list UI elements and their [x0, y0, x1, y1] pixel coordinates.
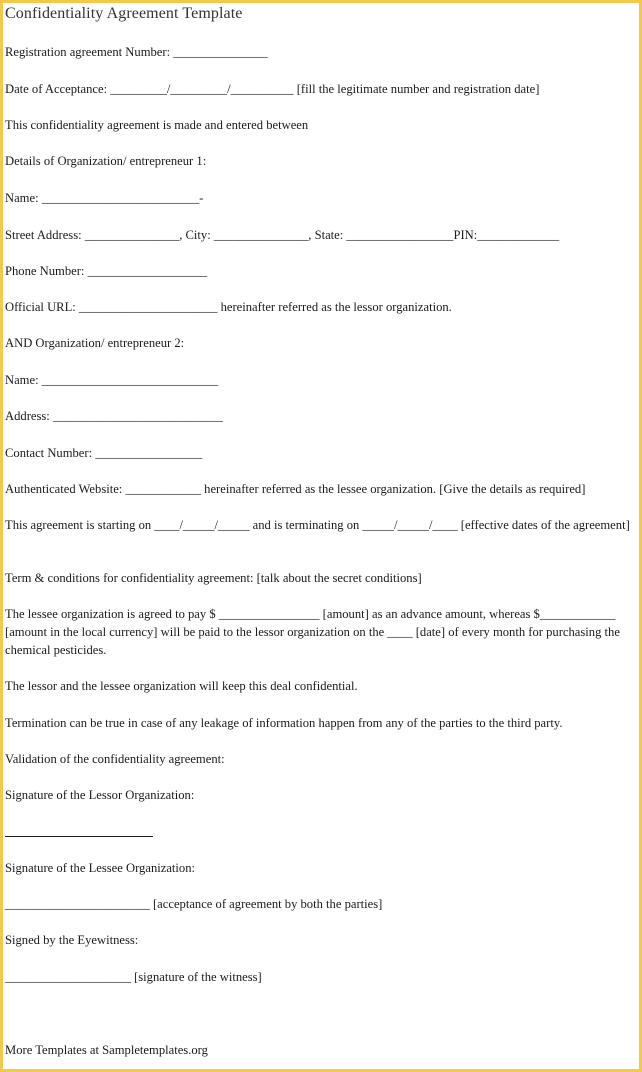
contact-number-line: Contact Number: _________________ — [5, 446, 203, 460]
name1-line: Name: _________________________- — [5, 191, 204, 205]
lessor-signature-blank — [5, 836, 153, 837]
validation-heading: Validation of the confidentiality agreement: — [5, 752, 225, 766]
document-title: Confidentiality Agreement Template — [5, 5, 243, 22]
termination-line: Termination can be true in case of any leakage of information happen from any of the parties to the third party. — [5, 716, 563, 730]
name2-line: Name: ____________________________ — [5, 373, 219, 387]
org1-details-heading: Details of Organization/ entrepreneur 1: — [5, 154, 207, 168]
registration-number-line: Registration agreement Number: _______________ — [5, 45, 268, 59]
acceptance-line: _______________________ [acceptance of agreement by both the parties] — [5, 897, 383, 911]
agreement-dates-paragraph: This agreement is starting on ____/_____/_____ and is terminating on _____/_____/____ [effective dates of the agreement] — [5, 518, 630, 532]
address-line: Address: ___________________________ — [5, 409, 223, 423]
witness-signature-line: ____________________ [signature of the witness] — [5, 970, 262, 984]
terms-line: Term & conditions for confidentiality agreement: [talk about the secret conditions] — [5, 571, 422, 585]
made-entered-line: This confidentiality agreement is made and entered between — [5, 118, 309, 132]
lessee-payment-paragraph: The lessee organization is agreed to pay $ ________________ [amount] as an advance amount, whereas $____________ [amount in the local currency] will be paid to the lessor organization on the ____ [date] of every month for purchasing the chemical pesticides. — [5, 607, 620, 657]
street-address-line: Street Address: _______________, City: _______________, State: _________________PIN:_____________ — [5, 228, 560, 242]
eyewitness-label: Signed by the Eyewitness: — [5, 933, 139, 947]
keep-confidential-line: The lessor and the lessee organization will keep this deal confidential. — [5, 679, 358, 693]
lessor-signature-label: Signature of the Lessor Organization: — [5, 788, 195, 802]
date-of-acceptance-line: Date of Acceptance: _________/_________/__________ [fill the legitimate number and registration date] — [5, 82, 540, 96]
authenticated-website-line: Authenticated Website: ____________ hereinafter referred as the lessee organization. [Give the details as required] — [5, 482, 586, 496]
footer-link[interactable]: More Templates at Sampletemplates.org — [5, 1043, 208, 1057]
official-url-line: Official URL: ______________________ hereinafter referred as the lessor organization. — [5, 300, 452, 314]
lessee-signature-label: Signature of the Lessee Organization: — [5, 861, 196, 875]
phone-number-line: Phone Number: ___________________ — [5, 264, 208, 278]
org2-heading: AND Organization/ entrepreneur 2: — [5, 336, 185, 350]
